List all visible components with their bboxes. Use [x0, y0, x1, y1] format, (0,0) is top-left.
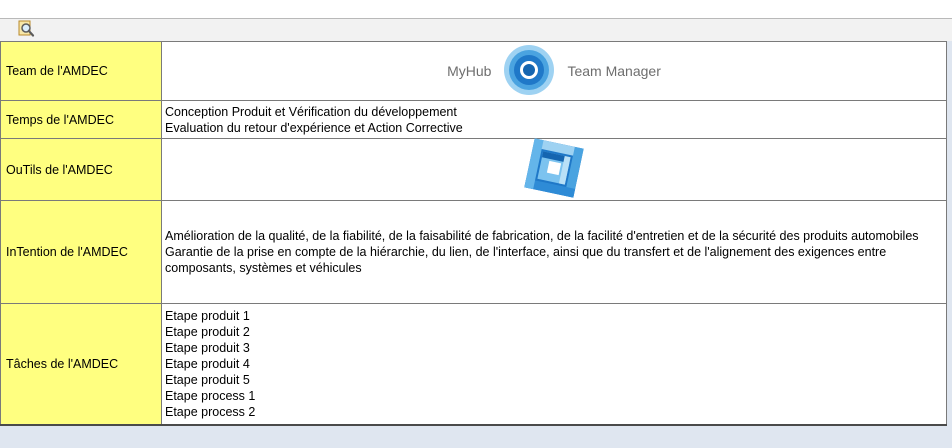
intention-line: Garantie de la prise en compte de la hiérarchie, du lien, de l'interface, ainsi que du transfert et de l'alignement des exigences entre composants, systèmes et véhicules — [165, 245, 887, 275]
row-label-temps[interactable]: Temps de l'AMDEC — [1, 101, 162, 139]
temps-line: Evaluation du retour d'expérience et Action Corrective — [165, 120, 463, 135]
table-row — [1, 304, 947, 425]
team-manager-text: Team Manager — [567, 63, 661, 79]
magnifier-icon — [17, 20, 35, 41]
task-line: Etape process 1 — [165, 388, 256, 403]
toolbar — [0, 18, 952, 41]
window-top-strip — [0, 0, 952, 18]
amdec-table — [0, 41, 947, 426]
row-value-intention[interactable] — [162, 201, 947, 304]
myhub-text: MyHub — [447, 63, 492, 79]
row-label-outils[interactable]: OuTils de l'AMDEC — [1, 139, 162, 201]
myhub-logo — [165, 43, 943, 99]
task-line: Etape produit 4 — [165, 356, 250, 371]
row-label-intention[interactable]: InTention de l'AMDEC — [1, 201, 162, 304]
task-line: Etape produit 5 — [165, 372, 250, 387]
row-value-team[interactable] — [162, 42, 947, 101]
row-value-taches[interactable] — [162, 304, 947, 425]
task-line: Etape produit 3 — [165, 340, 250, 355]
task-line: Etape produit 2 — [165, 324, 250, 339]
row-label-taches[interactable]: Tâches de l'AMDEC — [1, 304, 162, 425]
table-row — [1, 201, 947, 304]
row-value-temps[interactable] — [162, 101, 947, 139]
table-row — [1, 42, 947, 101]
table-row — [1, 139, 947, 201]
task-line: Etape produit 1 — [165, 308, 250, 323]
table-row — [1, 101, 947, 139]
row-value-outils[interactable] — [162, 139, 947, 201]
zoom-button[interactable] — [16, 21, 36, 40]
myhub-ring-icon — [503, 44, 555, 99]
intention-line: Amélioration de la qualité, de la fiabilité, de la faisabilité de fabrication, de la facilité d'entretien et de la sécurité des produits automobiles — [165, 229, 919, 243]
temps-line: Conception Produit et Vérification du développement — [165, 104, 457, 119]
row-label-team[interactable]: Team de l'AMDEC — [1, 42, 162, 101]
task-line: Etape process 2 — [165, 404, 256, 419]
layered-square-logo-icon — [523, 137, 585, 203]
